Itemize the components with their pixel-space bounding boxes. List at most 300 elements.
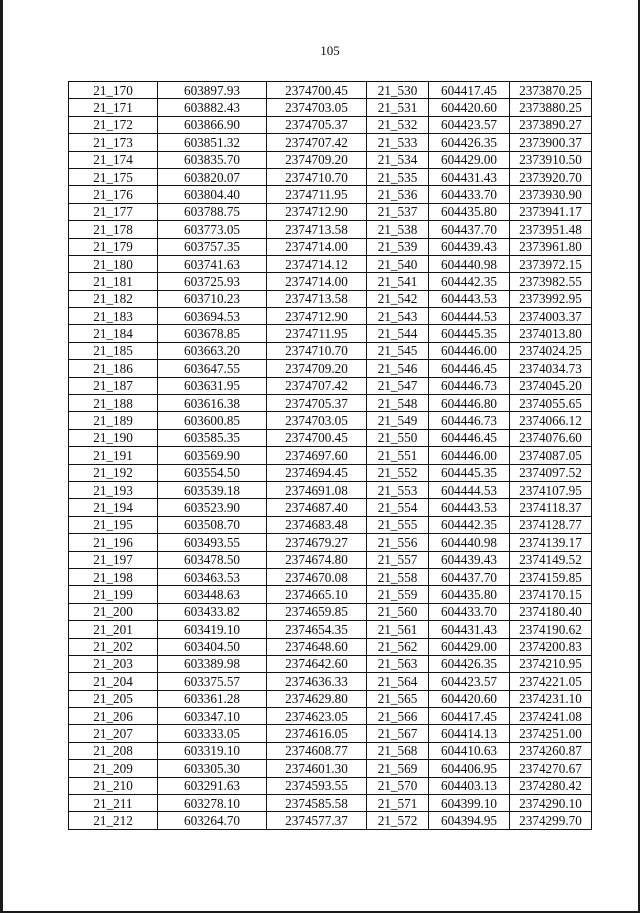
x-coordinate-cell: 603882.43 <box>158 99 267 116</box>
point-id-cell: 21_546 <box>367 360 429 377</box>
x-coordinate-cell: 604429.00 <box>429 638 510 655</box>
x-coordinate-cell: 604403.13 <box>429 777 510 794</box>
x-coordinate-cell: 604444.53 <box>429 308 510 325</box>
x-coordinate-cell: 603347.10 <box>158 708 267 725</box>
table-row <box>69 186 592 203</box>
point-id-cell: 21_570 <box>367 777 429 794</box>
point-id-cell: 21_530 <box>367 82 429 99</box>
point-id-cell: 21_540 <box>367 255 429 272</box>
table-row <box>69 708 592 725</box>
point-id-cell: 21_560 <box>367 603 429 620</box>
point-id-cell: 21_199 <box>69 586 158 603</box>
x-coordinate-cell: 604410.63 <box>429 742 510 759</box>
point-id-cell: 21_173 <box>69 134 158 151</box>
point-id-cell: 21_533 <box>367 134 429 151</box>
point-id-cell: 21_204 <box>69 673 158 690</box>
x-coordinate-cell: 604442.35 <box>429 273 510 290</box>
y-coordinate-cell: 2373961.80 <box>510 238 592 255</box>
table-row <box>69 116 592 133</box>
y-coordinate-cell: 2374629.80 <box>267 690 367 707</box>
point-id-cell: 21_180 <box>69 255 158 272</box>
x-coordinate-cell: 603448.63 <box>158 586 267 603</box>
point-id-cell: 21_564 <box>367 673 429 690</box>
point-id-cell: 21_207 <box>69 725 158 742</box>
point-id-cell: 21_563 <box>367 655 429 672</box>
point-id-cell: 21_182 <box>69 290 158 307</box>
x-coordinate-cell: 603493.55 <box>158 534 267 551</box>
x-coordinate-cell: 603333.05 <box>158 725 267 742</box>
table-row <box>69 481 592 498</box>
y-coordinate-cell: 2373941.17 <box>510 203 592 220</box>
y-coordinate-cell: 2373920.70 <box>510 168 592 185</box>
y-coordinate-cell: 2374714.00 <box>267 238 367 255</box>
point-id-cell: 21_183 <box>69 308 158 325</box>
y-coordinate-cell: 2374648.60 <box>267 638 367 655</box>
x-coordinate-cell: 603694.53 <box>158 308 267 325</box>
x-coordinate-cell: 604445.35 <box>429 464 510 481</box>
x-coordinate-cell: 604417.45 <box>429 82 510 99</box>
x-coordinate-cell: 604420.60 <box>429 690 510 707</box>
y-coordinate-cell: 2374577.37 <box>267 812 367 829</box>
point-id-cell: 21_532 <box>367 116 429 133</box>
table-row <box>69 690 592 707</box>
y-coordinate-cell: 2373992.95 <box>510 290 592 307</box>
x-coordinate-cell: 603725.93 <box>158 273 267 290</box>
y-coordinate-cell: 2374710.70 <box>267 168 367 185</box>
y-coordinate-cell: 2374713.58 <box>267 221 367 238</box>
x-coordinate-cell: 603478.50 <box>158 551 267 568</box>
x-coordinate-cell: 603835.70 <box>158 151 267 168</box>
table-row <box>69 742 592 759</box>
y-coordinate-cell: 2374055.65 <box>510 395 592 412</box>
x-coordinate-cell: 604433.70 <box>429 603 510 620</box>
coordinate-table-body <box>69 82 592 830</box>
y-coordinate-cell: 2373890.27 <box>510 116 592 133</box>
y-coordinate-cell: 2373972.15 <box>510 255 592 272</box>
point-id-cell: 21_547 <box>367 377 429 394</box>
x-coordinate-cell: 604446.45 <box>429 429 510 446</box>
point-id-cell: 21_188 <box>69 395 158 412</box>
table-row <box>69 429 592 446</box>
x-coordinate-cell: 604443.53 <box>429 290 510 307</box>
table-row <box>69 168 592 185</box>
table-row <box>69 99 592 116</box>
point-id-cell: 21_176 <box>69 186 158 203</box>
y-coordinate-cell: 2374290.10 <box>510 795 592 812</box>
y-coordinate-cell: 2374024.25 <box>510 342 592 359</box>
point-id-cell: 21_175 <box>69 168 158 185</box>
point-id-cell: 21_177 <box>69 203 158 220</box>
point-id-cell: 21_541 <box>367 273 429 290</box>
y-coordinate-cell: 2374712.90 <box>267 308 367 325</box>
x-coordinate-cell: 603647.55 <box>158 360 267 377</box>
table-row <box>69 777 592 794</box>
x-coordinate-cell: 603616.38 <box>158 395 267 412</box>
point-id-cell: 21_179 <box>69 238 158 255</box>
point-id-cell: 21_542 <box>367 290 429 307</box>
x-coordinate-cell: 603404.50 <box>158 638 267 655</box>
y-coordinate-cell: 2374585.58 <box>267 795 367 812</box>
point-id-cell: 21_194 <box>69 499 158 516</box>
y-coordinate-cell: 2374674.80 <box>267 551 367 568</box>
point-id-cell: 21_549 <box>367 412 429 429</box>
point-id-cell: 21_558 <box>367 568 429 585</box>
y-coordinate-cell: 2374231.10 <box>510 690 592 707</box>
table-row <box>69 464 592 481</box>
x-coordinate-cell: 603804.40 <box>158 186 267 203</box>
y-coordinate-cell: 2374066.12 <box>510 412 592 429</box>
y-coordinate-cell: 2373982.55 <box>510 273 592 290</box>
point-id-cell: 21_535 <box>367 168 429 185</box>
x-coordinate-cell: 603678.85 <box>158 325 267 342</box>
point-id-cell: 21_178 <box>69 221 158 238</box>
table-row <box>69 238 592 255</box>
point-id-cell: 21_562 <box>367 638 429 655</box>
point-id-cell: 21_569 <box>367 760 429 777</box>
table-row <box>69 673 592 690</box>
x-coordinate-cell: 604423.57 <box>429 116 510 133</box>
x-coordinate-cell: 603264.70 <box>158 812 267 829</box>
y-coordinate-cell: 2374654.35 <box>267 621 367 638</box>
table-row <box>69 221 592 238</box>
x-coordinate-cell: 604437.70 <box>429 221 510 238</box>
x-coordinate-cell: 604446.00 <box>429 447 510 464</box>
point-id-cell: 21_538 <box>367 221 429 238</box>
table-row <box>69 134 592 151</box>
x-coordinate-cell: 603788.75 <box>158 203 267 220</box>
x-coordinate-cell: 604433.70 <box>429 186 510 203</box>
x-coordinate-cell: 604426.35 <box>429 134 510 151</box>
y-coordinate-cell: 2373930.90 <box>510 186 592 203</box>
point-id-cell: 21_171 <box>69 99 158 116</box>
x-coordinate-cell: 604446.73 <box>429 412 510 429</box>
y-coordinate-cell: 2374210.95 <box>510 655 592 672</box>
y-coordinate-cell: 2374076.60 <box>510 429 592 446</box>
x-coordinate-cell: 604399.10 <box>429 795 510 812</box>
x-coordinate-cell: 604444.53 <box>429 481 510 498</box>
x-coordinate-cell: 603291.63 <box>158 777 267 794</box>
x-coordinate-cell: 604429.00 <box>429 151 510 168</box>
y-coordinate-cell: 2374703.05 <box>267 99 367 116</box>
point-id-cell: 21_537 <box>367 203 429 220</box>
table-row <box>69 499 592 516</box>
table-row <box>69 447 592 464</box>
y-coordinate-cell: 2373870.25 <box>510 82 592 99</box>
y-coordinate-cell: 2374260.87 <box>510 742 592 759</box>
table-row <box>69 638 592 655</box>
y-coordinate-cell: 2374623.05 <box>267 708 367 725</box>
table-row <box>69 812 592 829</box>
x-coordinate-cell: 603710.23 <box>158 290 267 307</box>
y-coordinate-cell: 2374087.05 <box>510 447 592 464</box>
table-row <box>69 395 592 412</box>
point-id-cell: 21_185 <box>69 342 158 359</box>
point-id-cell: 21_212 <box>69 812 158 829</box>
point-id-cell: 21_170 <box>69 82 158 99</box>
point-id-cell: 21_208 <box>69 742 158 759</box>
y-coordinate-cell: 2374241.08 <box>510 708 592 725</box>
x-coordinate-cell: 603463.53 <box>158 568 267 585</box>
y-coordinate-cell: 2374707.42 <box>267 377 367 394</box>
point-id-cell: 21_565 <box>367 690 429 707</box>
point-id-cell: 21_187 <box>69 377 158 394</box>
x-coordinate-cell: 603375.57 <box>158 673 267 690</box>
x-coordinate-cell: 603851.32 <box>158 134 267 151</box>
point-id-cell: 21_566 <box>367 708 429 725</box>
table-row <box>69 603 592 620</box>
table-row <box>69 621 592 638</box>
point-id-cell: 21_568 <box>367 742 429 759</box>
y-coordinate-cell: 2374601.30 <box>267 760 367 777</box>
x-coordinate-cell: 604406.95 <box>429 760 510 777</box>
point-id-cell: 21_559 <box>367 586 429 603</box>
x-coordinate-cell: 604414.13 <box>429 725 510 742</box>
x-coordinate-cell: 604431.43 <box>429 168 510 185</box>
y-coordinate-cell: 2374642.60 <box>267 655 367 672</box>
point-id-cell: 21_190 <box>69 429 158 446</box>
y-coordinate-cell: 2374221.05 <box>510 673 592 690</box>
point-id-cell: 21_555 <box>367 516 429 533</box>
point-id-cell: 21_211 <box>69 795 158 812</box>
y-coordinate-cell: 2374190.62 <box>510 621 592 638</box>
point-id-cell: 21_202 <box>69 638 158 655</box>
coordinate-table <box>68 81 592 830</box>
table-row <box>69 412 592 429</box>
x-coordinate-cell: 603585.35 <box>158 429 267 446</box>
y-coordinate-cell: 2374694.45 <box>267 464 367 481</box>
table-row <box>69 342 592 359</box>
x-coordinate-cell: 604437.70 <box>429 568 510 585</box>
table-row <box>69 290 592 307</box>
y-coordinate-cell: 2374608.77 <box>267 742 367 759</box>
y-coordinate-cell: 2374593.55 <box>267 777 367 794</box>
y-coordinate-cell: 2374659.85 <box>267 603 367 620</box>
x-coordinate-cell: 604423.57 <box>429 673 510 690</box>
x-coordinate-cell: 604394.95 <box>429 812 510 829</box>
y-coordinate-cell: 2374697.60 <box>267 447 367 464</box>
point-id-cell: 21_543 <box>367 308 429 325</box>
point-id-cell: 21_189 <box>69 412 158 429</box>
table-row <box>69 760 592 777</box>
table-row <box>69 82 592 99</box>
y-coordinate-cell: 2374616.05 <box>267 725 367 742</box>
y-coordinate-cell: 2374107.95 <box>510 481 592 498</box>
y-coordinate-cell: 2374149.52 <box>510 551 592 568</box>
x-coordinate-cell: 603389.98 <box>158 655 267 672</box>
y-coordinate-cell: 2374251.00 <box>510 725 592 742</box>
x-coordinate-cell: 604417.45 <box>429 708 510 725</box>
x-coordinate-cell: 604440.98 <box>429 534 510 551</box>
point-id-cell: 21_205 <box>69 690 158 707</box>
y-coordinate-cell: 2374691.08 <box>267 481 367 498</box>
point-id-cell: 21_545 <box>367 342 429 359</box>
x-coordinate-cell: 604442.35 <box>429 516 510 533</box>
y-coordinate-cell: 2374665.10 <box>267 586 367 603</box>
y-coordinate-cell: 2374714.12 <box>267 255 367 272</box>
y-coordinate-cell: 2374670.08 <box>267 568 367 585</box>
point-id-cell: 21_196 <box>69 534 158 551</box>
point-id-cell: 21_550 <box>367 429 429 446</box>
y-coordinate-cell: 2374711.95 <box>267 325 367 342</box>
x-coordinate-cell: 604439.43 <box>429 551 510 568</box>
point-id-cell: 21_172 <box>69 116 158 133</box>
y-coordinate-cell: 2374128.77 <box>510 516 592 533</box>
x-coordinate-cell: 603539.18 <box>158 481 267 498</box>
x-coordinate-cell: 604439.43 <box>429 238 510 255</box>
point-id-cell: 21_551 <box>367 447 429 464</box>
point-id-cell: 21_201 <box>69 621 158 638</box>
x-coordinate-cell: 604446.73 <box>429 377 510 394</box>
y-coordinate-cell: 2374700.45 <box>267 82 367 99</box>
table-row <box>69 725 592 742</box>
table-row <box>69 308 592 325</box>
point-id-cell: 21_534 <box>367 151 429 168</box>
point-id-cell: 21_193 <box>69 481 158 498</box>
table-row <box>69 203 592 220</box>
x-coordinate-cell: 604445.35 <box>429 325 510 342</box>
point-id-cell: 21_206 <box>69 708 158 725</box>
y-coordinate-cell: 2374097.52 <box>510 464 592 481</box>
x-coordinate-cell: 603663.20 <box>158 342 267 359</box>
point-id-cell: 21_191 <box>69 447 158 464</box>
y-coordinate-cell: 2374299.70 <box>510 812 592 829</box>
x-coordinate-cell: 603278.10 <box>158 795 267 812</box>
y-coordinate-cell: 2374270.67 <box>510 760 592 777</box>
point-id-cell: 21_174 <box>69 151 158 168</box>
point-id-cell: 21_539 <box>367 238 429 255</box>
table-row <box>69 586 592 603</box>
x-coordinate-cell: 604435.80 <box>429 586 510 603</box>
y-coordinate-cell: 2374118.37 <box>510 499 592 516</box>
y-coordinate-cell: 2374712.90 <box>267 203 367 220</box>
x-coordinate-cell: 603554.50 <box>158 464 267 481</box>
point-id-cell: 21_184 <box>69 325 158 342</box>
y-coordinate-cell: 2374700.45 <box>267 429 367 446</box>
y-coordinate-cell: 2374713.58 <box>267 290 367 307</box>
x-coordinate-cell: 603433.82 <box>158 603 267 620</box>
y-coordinate-cell: 2374636.33 <box>267 673 367 690</box>
table-row <box>69 377 592 394</box>
y-coordinate-cell: 2374687.40 <box>267 499 367 516</box>
point-id-cell: 21_553 <box>367 481 429 498</box>
point-id-cell: 21_198 <box>69 568 158 585</box>
table-row <box>69 655 592 672</box>
table-row <box>69 516 592 533</box>
x-coordinate-cell: 603741.63 <box>158 255 267 272</box>
x-coordinate-cell: 603508.70 <box>158 516 267 533</box>
table-row <box>69 255 592 272</box>
x-coordinate-cell: 604446.45 <box>429 360 510 377</box>
y-coordinate-cell: 2374280.42 <box>510 777 592 794</box>
y-coordinate-cell: 2373880.25 <box>510 99 592 116</box>
x-coordinate-cell: 603319.10 <box>158 742 267 759</box>
point-id-cell: 21_571 <box>367 795 429 812</box>
x-coordinate-cell: 603820.07 <box>158 168 267 185</box>
y-coordinate-cell: 2373951.48 <box>510 221 592 238</box>
table-row <box>69 534 592 551</box>
point-id-cell: 21_203 <box>69 655 158 672</box>
point-id-cell: 21_200 <box>69 603 158 620</box>
table-row <box>69 273 592 290</box>
x-coordinate-cell: 603757.35 <box>158 238 267 255</box>
point-id-cell: 21_572 <box>367 812 429 829</box>
x-coordinate-cell: 603305.30 <box>158 760 267 777</box>
x-coordinate-cell: 603419.10 <box>158 621 267 638</box>
point-id-cell: 21_531 <box>367 99 429 116</box>
x-coordinate-cell: 603600.85 <box>158 412 267 429</box>
point-id-cell: 21_557 <box>367 551 429 568</box>
point-id-cell: 21_544 <box>367 325 429 342</box>
y-coordinate-cell: 2374705.37 <box>267 116 367 133</box>
y-coordinate-cell: 2374045.20 <box>510 377 592 394</box>
point-id-cell: 21_209 <box>69 760 158 777</box>
table-row <box>69 795 592 812</box>
point-id-cell: 21_195 <box>69 516 158 533</box>
x-coordinate-cell: 604420.60 <box>429 99 510 116</box>
x-coordinate-cell: 604440.98 <box>429 255 510 272</box>
y-coordinate-cell: 2374711.95 <box>267 186 367 203</box>
x-coordinate-cell: 604426.35 <box>429 655 510 672</box>
point-id-cell: 21_548 <box>367 395 429 412</box>
point-id-cell: 21_210 <box>69 777 158 794</box>
y-coordinate-cell: 2374709.20 <box>267 151 367 168</box>
table-row <box>69 568 592 585</box>
y-coordinate-cell: 2374180.40 <box>510 603 592 620</box>
y-coordinate-cell: 2374683.48 <box>267 516 367 533</box>
y-coordinate-cell: 2373910.50 <box>510 151 592 168</box>
table-row <box>69 325 592 342</box>
y-coordinate-cell: 2374170.15 <box>510 586 592 603</box>
y-coordinate-cell: 2374703.05 <box>267 412 367 429</box>
x-coordinate-cell: 603773.05 <box>158 221 267 238</box>
x-coordinate-cell: 604431.43 <box>429 621 510 638</box>
scan-border-left <box>0 0 3 913</box>
y-coordinate-cell: 2374034.73 <box>510 360 592 377</box>
y-coordinate-cell: 2374679.27 <box>267 534 367 551</box>
x-coordinate-cell: 604443.53 <box>429 499 510 516</box>
x-coordinate-cell: 603631.95 <box>158 377 267 394</box>
point-id-cell: 21_567 <box>367 725 429 742</box>
y-coordinate-cell: 2374003.37 <box>510 308 592 325</box>
point-id-cell: 21_192 <box>69 464 158 481</box>
x-coordinate-cell: 603569.90 <box>158 447 267 464</box>
point-id-cell: 21_561 <box>367 621 429 638</box>
point-id-cell: 21_556 <box>367 534 429 551</box>
x-coordinate-cell: 604446.80 <box>429 395 510 412</box>
point-id-cell: 21_197 <box>69 551 158 568</box>
y-coordinate-cell: 2374705.37 <box>267 395 367 412</box>
y-coordinate-cell: 2374139.17 <box>510 534 592 551</box>
y-coordinate-cell: 2373900.37 <box>510 134 592 151</box>
y-coordinate-cell: 2374707.42 <box>267 134 367 151</box>
table-row <box>69 360 592 377</box>
table-row <box>69 151 592 168</box>
x-coordinate-cell: 604446.00 <box>429 342 510 359</box>
y-coordinate-cell: 2374200.83 <box>510 638 592 655</box>
table-row <box>69 551 592 568</box>
point-id-cell: 21_181 <box>69 273 158 290</box>
point-id-cell: 21_554 <box>367 499 429 516</box>
page-number: 105 <box>320 43 340 58</box>
point-id-cell: 21_186 <box>69 360 158 377</box>
x-coordinate-cell: 603361.28 <box>158 690 267 707</box>
y-coordinate-cell: 2374709.20 <box>267 360 367 377</box>
y-coordinate-cell: 2374159.85 <box>510 568 592 585</box>
x-coordinate-cell: 603897.93 <box>158 82 267 99</box>
x-coordinate-cell: 604435.80 <box>429 203 510 220</box>
y-coordinate-cell: 2374013.80 <box>510 325 592 342</box>
y-coordinate-cell: 2374710.70 <box>267 342 367 359</box>
